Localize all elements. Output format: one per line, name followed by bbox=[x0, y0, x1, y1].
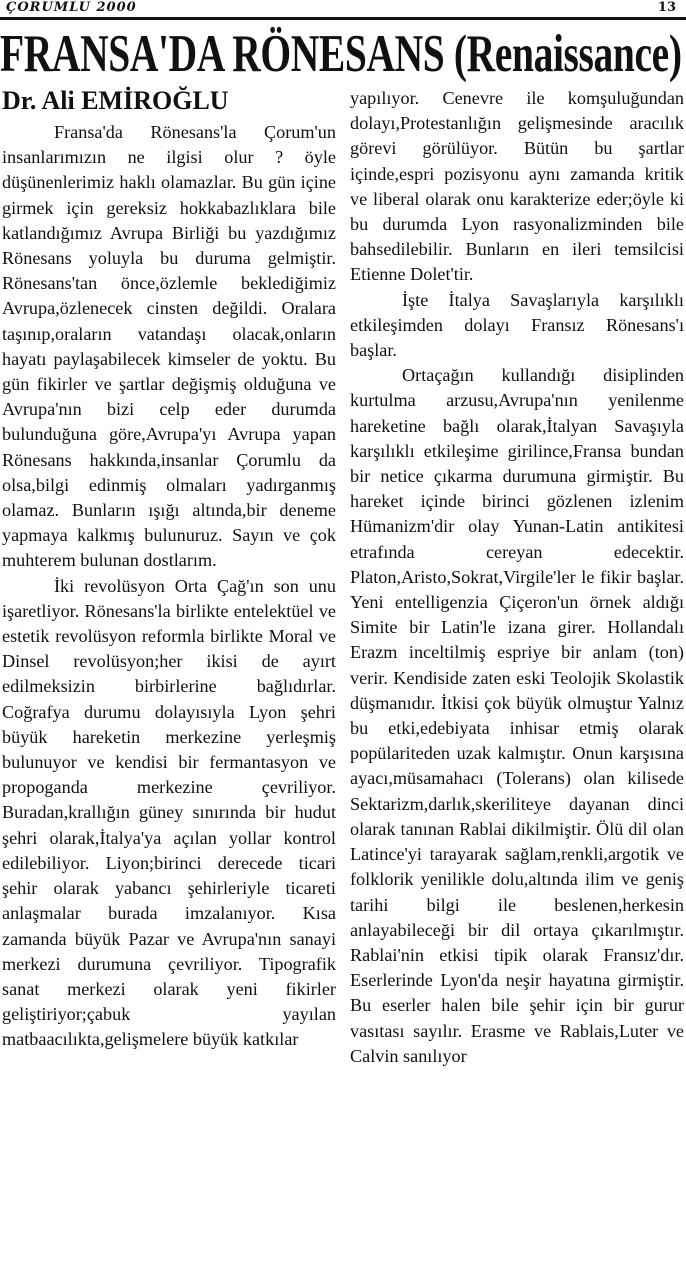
publication-name: ÇORUMLU 2000 bbox=[6, 0, 137, 15]
paragraph: Fransa'da Rönesans'la Çorum'un insanlarımızın ne ilgisi olur ? öyle düşünenlerimiz haklı olamazlar. Bu gün içine girmek için gereksiz hokkabazlıklara bile katlandığımız Avrupa Birliği bu yazdığımız Rönesans yoluyla bu duruma gelmiştir. Rönesans'tan önce,özlemle beklediğimiz Avrupa,özlenecek cinsten değildi. Oralara taşınıp,oraların vatandaşı olacak,onların hayatı paylaşabilecek kimseler de yoktu. Bu gün fikirler ve şartlar değişmiş olduğuna ve Avrupa'nın bizi celp eder durumda bulunduğuna göre,Avrupa'yı Avrupa yapan Rönesans hakkında,insanlar Çorumlu da olsa,bilgi edinmiş olmaları yadırganmış olamaz. Bunların ışığı altında,bir deneme yapmaya kalkmış bulunuruz. Sayın ve çok muhterem bulunan dostlarım. bbox=[2, 122, 336, 571]
paragraph: İşte İtalya Savaşlarıyla karşılıklı etkileşimden dolayı Fransız Rönesans'ı başlar. bbox=[350, 289, 684, 361]
page-number: 13 bbox=[657, 0, 676, 15]
article-title: FRANSA'DA RÖNESANS (Renaissance) bbox=[0, 25, 682, 83]
paragraph: Ortaçağın kullandığı disiplinden kurtulma arzusu,Avrupa'nın yenilenme hareketine bağlı olarak,İtalyan Savaşıyla karşılıklı etkileşime girilince,Fransa bundan bir netice çıkarma durumuna girmiştir. Bu hareket içinde birinci gözlenen izlenim Hümanizm'dir olay Yunan-Latin antikitesi etrafında cereyan edecektir. Platon,Aristo,Sokrat,Virgile'ler le fikir başlar. Yeni entelligenzia Çiçeron'un örnek aldığı Simite bir Latin'le izana girer. Hollandalı Erazm inceltilmiş espriye bir anlam (ton) verir. Kendiside zaten eski Teolojik Skolastik düşmanıdır. İtkisi çok büyük olmuştur Yalnız bu etki,edebiyata inhisar etmiş olarak popülariteden uzak kalmıştır. Onun karşısına ayacı,müsamahacı (Tolerans) olan kilisede Sektarizm,darlık,skeriliteye dayanan dinci olarak tanınan Rablai dikilmiştir. Ölü dil olan Latince'yi tarayarak sağlam,renkli,argotik ve folklorik yenilikle dolu,altında ilim ve geniş tarihi bilgi ile beslenen,herkesin anlayabileceği bir dil ortaya çıkarılmıştır. Rablai'nin etkisi tipik olarak Fransız'dır. Eserlerinde Lyon'da neşir hayatına girmiştir. Bu eserler halen bile şehir için bir gurur vasıtası sayılır. Erasme ve Rablais,Luter ve Calvin sanılıyor bbox=[350, 365, 684, 1066]
right-column bbox=[350, 86, 684, 1069]
paragraph: yapılıyor. Cenevre ile komşuluğundan dolayı,Protestanlığın gelişmesinde aracılık görevi görülüyor. Bütün bu şartlar içinde,espri pozisyonu aynı zamanda kritik ve liberal olarak onu karakterize eder;öyle ki bu durumda Lyon rasyonalizminden bile bahsedilebilir. Bunların en ileri temsilcisi Etienne Dolet'tir. bbox=[350, 88, 684, 285]
left-column bbox=[2, 120, 336, 1053]
paragraph: İki revolüsyon Orta Çağ'ın son unu işaretliyor. Rönesans'la birlikte entelektüel ve estetik revolüsyon reformla birlikte Moral ve Dinsel revolüsyon;her ikisi de ayırt edilmeksizin birbirlerine bağlıdırlar. Coğrafya durumu dolayısıyla Lyon şehri büyük hareketin merkezine yerleşmiş bulunuyor ve kendisi bir fermantasyon ve propoganda merkezine çevriliyor. Buradan,krallığın güney sınırında bir hudut şehri olarak,İtalya'ya açılan yollar kontrol edilebiliyor. Liyon;birinci derecede ticari şehir olarak yabancı şehirleriyle ticareti anlaşmalar burada imzalanıyor. Kısa zamanda büyük Pazar ve Avrupa'nın sanayi merkezi durumuna çevriliyor. Tipografik sanat merkezi olarak yeni fikirler geliştiriyor;çabuk yayılan matbaacılıkta,gelişmelere büyük katkılar bbox=[2, 575, 336, 1050]
article-author: Dr. Ali EMİROĞLU bbox=[2, 86, 229, 115]
page-header bbox=[0, 0, 686, 18]
